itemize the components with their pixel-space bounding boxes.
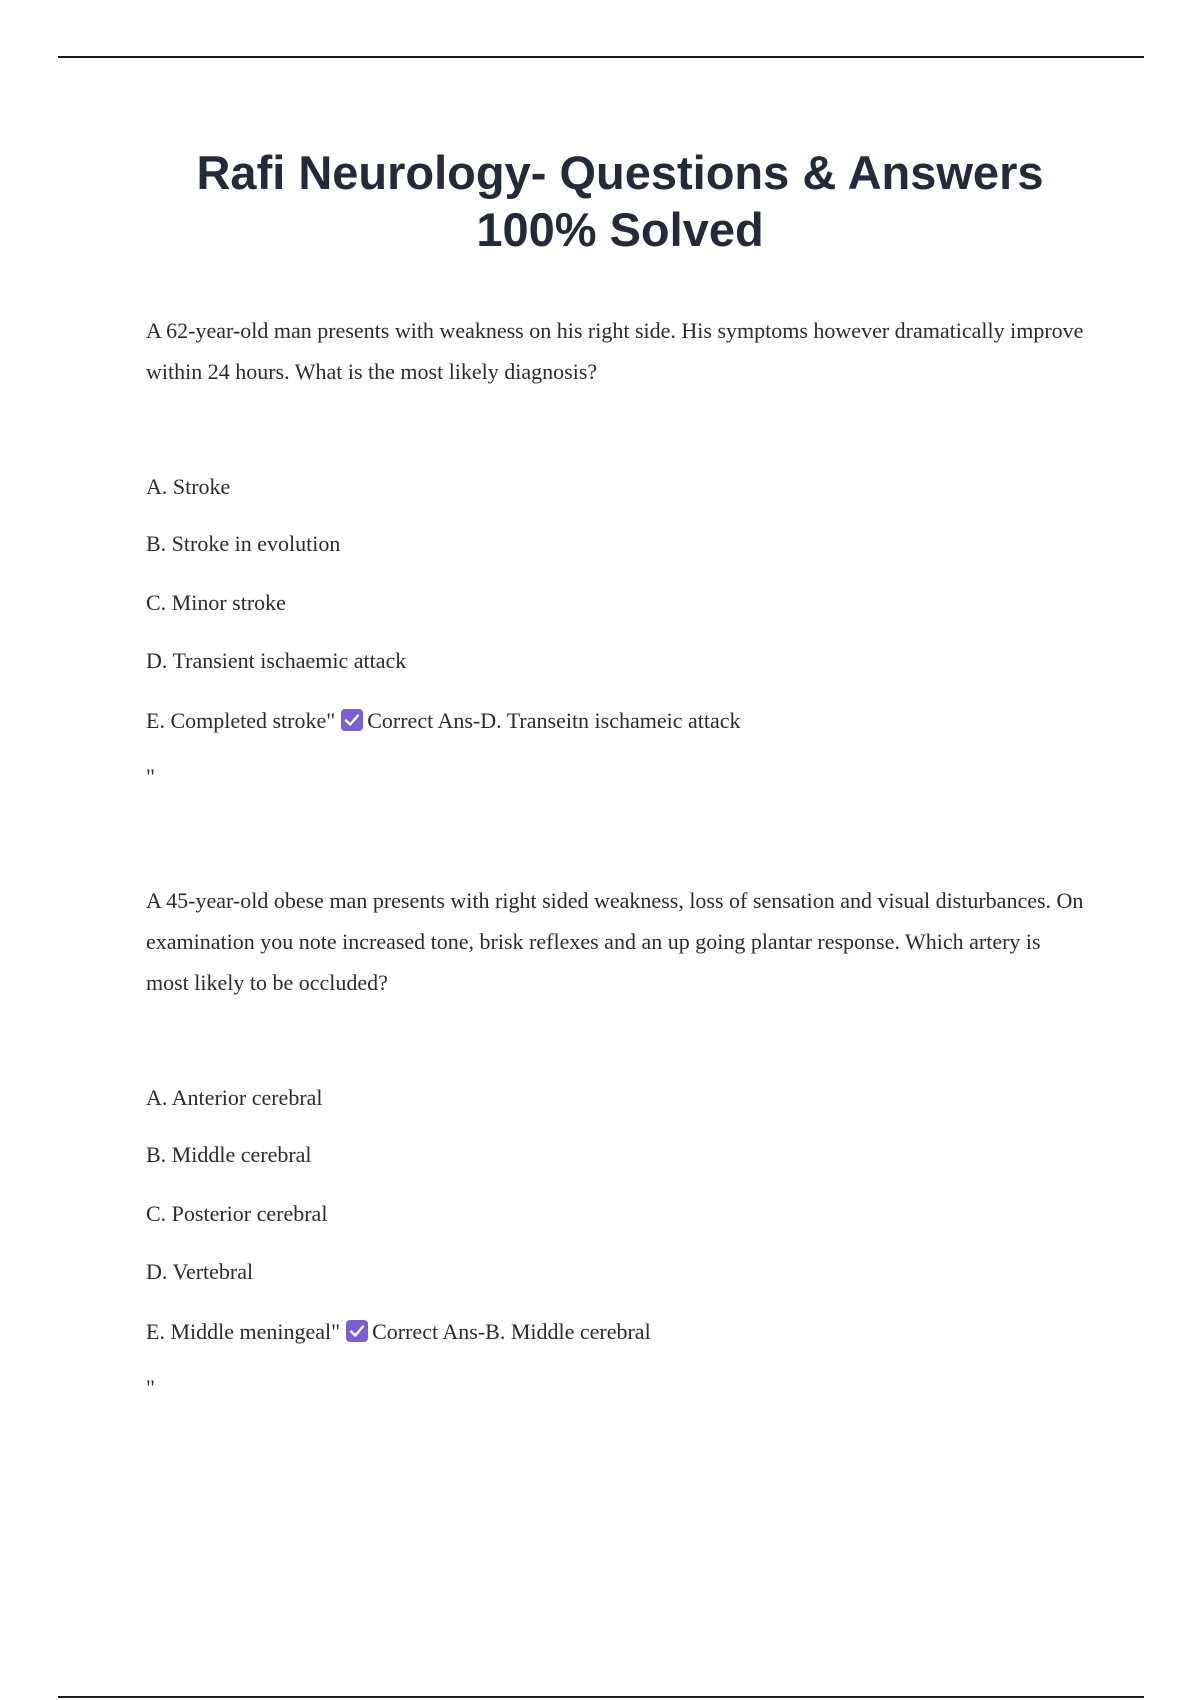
correct-answer: Correct Ans-B. Middle cerebral xyxy=(372,1319,651,1344)
option-a: A. Anterior cerebral xyxy=(146,1085,323,1110)
question-block-2 xyxy=(146,880,1086,1400)
option-b: B. Stroke in evolution xyxy=(146,531,341,556)
question-text: A 45-year-old obese man presents with right sided weakness, loss of sensation and visual disturbances. On examination you note increased tone, brisk reflexes and an up going plantar response. Which artery is most likely to be occluded? xyxy=(146,888,1084,995)
page-title xyxy=(100,144,1140,258)
option-e-with-answer xyxy=(146,1317,651,1347)
option-d: D. Transient ischaemic attack xyxy=(146,648,407,673)
check-box-icon xyxy=(346,1320,368,1342)
bottom-divider xyxy=(58,1696,1144,1698)
option-e: E. Completed stroke" xyxy=(146,708,336,733)
top-divider xyxy=(58,56,1144,58)
option-c: C. Posterior cerebral xyxy=(146,1201,328,1226)
option-e-with-answer xyxy=(146,706,741,736)
option-c: C. Minor stroke xyxy=(146,590,286,615)
option-e: E. Middle meningeal" xyxy=(146,1319,341,1344)
option-d: D. Vertebral xyxy=(146,1259,254,1284)
option-a: A. Stroke xyxy=(146,474,231,499)
check-box-icon xyxy=(341,709,363,731)
option-b: B. Middle cerebral xyxy=(146,1142,312,1167)
title-line-2: 100% Solved xyxy=(476,203,764,256)
correct-answer: Correct Ans-D. Transeitn ischameic attack xyxy=(367,708,741,733)
question-text: A 62-year-old man presents with weakness on his right side. His symptoms however dramatically improve within 24 hours. What is the most likely diagnosis? xyxy=(146,318,1084,384)
trailing-quote: " xyxy=(146,764,155,789)
trailing-quote: " xyxy=(146,1375,155,1400)
question-block-1 xyxy=(146,310,1086,789)
title-line-1: Rafi Neurology- Questions & Answers xyxy=(196,146,1044,199)
